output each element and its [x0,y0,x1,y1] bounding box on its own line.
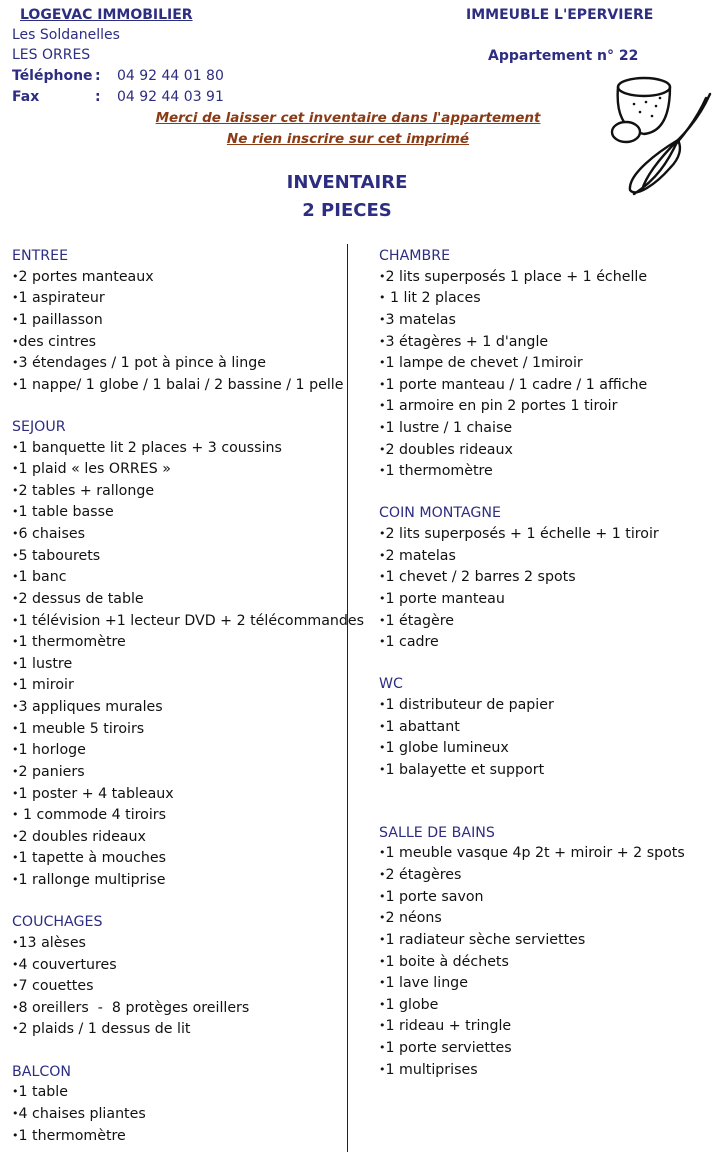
list-item: • 3 étendages / 1 pot à pince à linge [12,353,364,375]
list-item: • 2 tables + rallonge [12,481,364,503]
list-item: • 1 banquette lit 2 places + 3 coussins [12,438,364,460]
list-item: • 1 rideau + tringle [379,1016,685,1038]
list-item: • 1 multiprises [379,1060,685,1082]
left-column [12,246,364,1147]
list-item: • 1 banc [12,567,364,589]
list-item: • 7 couettes [12,976,364,998]
list-item: • 8 oreillers - 8 protèges oreillers [12,998,364,1020]
section-entree [12,246,364,396]
section-title: SALLE DE BAINS [379,824,495,841]
section-balcon [12,1062,364,1148]
list-item: • 1 distributeur de papier [379,695,685,717]
list-item: • 3 matelas [379,310,685,332]
phone-number: 04 92 44 01 80 [117,68,224,84]
section-coin-montagne [379,503,685,653]
section-title: CHAMBRE [379,248,451,264]
list-item: • 1 plaid « les ORRES » [12,459,364,481]
list-item: • 1 meuble 5 tiroirs [12,719,364,741]
list-item: • 1 cadre [379,632,685,654]
list-item: • 2 paniers [12,762,364,784]
list-item: • 1 porte savon [379,887,685,909]
list-item: • 3 appliques murales [12,697,364,719]
list-item: • 1 table [12,1082,364,1104]
list-item: • des cintres [12,332,364,354]
list-item: • 1 porte manteau [379,589,685,611]
whisk-bowl-icon [598,72,714,200]
list-item: • 3 étagères + 1 d'angle [379,332,685,354]
list-item: • 1 télévision +1 lecteur DVD + 2 télécommandes [12,611,364,633]
fax-number: 04 92 44 03 91 [117,89,224,105]
list-item: • 1 balayette et support [379,760,685,782]
list-item: • 1 porte manteau / 1 cadre / 1 affiche [379,375,685,397]
list-item: • 4 chaises pliantes [12,1104,364,1126]
building-name: IMMEUBLE L'EPERVIERE [466,7,654,23]
list-item: • 1 horloge [12,740,364,762]
list-item: • 1 étagère [379,611,685,633]
list-item: • 1 lampe de chevet / 1miroir [379,353,685,375]
notice-do-not-write: Ne rien inscrire sur cet imprimé [226,131,470,147]
list-item: • 2 néons [379,908,685,930]
list-item: • 1 lustre [12,654,364,676]
inventory-subtitle: 2 PIECES [302,200,392,221]
town-name: LES ORRES [12,47,91,63]
list-item: • 1 lustre / 1 chaise [379,418,685,440]
list-item: • 2 lits superposés + 1 échelle + 1 tiroir [379,524,685,546]
list-item: • 1 chevet / 2 barres 2 spots [379,567,685,589]
list-item: • 1 lit 2 places [379,288,685,310]
list-item: • 1 meuble vasque 4p 2t + miroir + 2 spots [379,843,685,865]
section-title: BALCON [12,1063,72,1080]
list-item: • 2 matelas [379,546,685,568]
list-item: • 4 couvertures [12,955,364,977]
list-item: • 2 étagères [379,865,685,887]
notice-leave-inventory: Merci de laisser cet inventaire dans l'appartement [155,110,541,126]
list-item: • 1 globe lumineux [379,738,685,760]
list-item: • 2 doubles rideaux [12,827,364,849]
company-name: LOGEVAC IMMOBILIER [20,7,193,23]
section-salle-de-bains [379,823,685,1082]
list-item: • 6 chaises [12,524,364,546]
phone-label: Téléphone [12,68,93,84]
list-item: • 1 boite à déchets [379,952,685,974]
fax-separator: : [95,89,101,105]
list-item: • 1 miroir [12,675,364,697]
fax-label: Fax [12,89,40,105]
list-item: • 1 aspirateur [12,288,364,310]
list-item: • 1 porte serviettes [379,1038,685,1060]
list-item: • 1 lave linge [379,973,685,995]
right-column [379,246,685,1081]
list-item: • 13 alèses [12,933,364,955]
list-item: • 5 tabourets [12,546,364,568]
list-item: • 2 lits superposés 1 place + 1 échelle [379,267,685,289]
apartment-number: Appartement n° 22 [488,48,639,64]
inventory-title: INVENTAIRE [286,172,408,193]
list-item: • 1 commode 4 tiroirs [12,805,364,827]
list-item: • 2 dessus de table [12,589,364,611]
list-item: • 1 radiateur sèche serviettes [379,930,685,952]
list-item: • 1 globe [379,995,685,1017]
list-item: • 1 paillasson [12,310,364,332]
list-item: • 1 table basse [12,502,364,524]
section-title: WC [379,676,403,693]
section-title: ENTREE [12,248,69,264]
list-item: • 2 portes manteaux [12,267,364,289]
list-item: • 2 plaids / 1 dessus de lit [12,1019,364,1041]
list-item: • 1 abattant [379,717,685,739]
section-wc [379,674,685,781]
list-item: • 2 doubles rideaux [379,440,685,462]
section-title: COIN MONTAGNE [379,505,501,522]
section-chambre [379,246,685,483]
section-title: SEJOUR [12,418,66,435]
list-item: • 1 tapette à mouches [12,848,364,870]
list-item: • 1 nappe/ 1 globe / 1 balai / 2 bassine / 1 pelle [12,375,364,397]
phone-separator: : [95,68,101,84]
list-item: • 1 poster + 4 tableaux [12,784,364,806]
section-couchages [12,912,364,1041]
section-title: COUCHAGES [12,914,103,931]
section-sejour [12,417,364,892]
list-item: • 1 thermomètre [379,461,685,483]
list-item: • 1 thermomètre [12,1126,364,1148]
residence-name: Les Soldanelles [12,27,120,43]
list-item: • 1 rallonge multiprise [12,870,364,892]
list-item: • 1 armoire en pin 2 portes 1 tiroir [379,396,685,418]
list-item: • 1 thermomètre [12,632,364,654]
